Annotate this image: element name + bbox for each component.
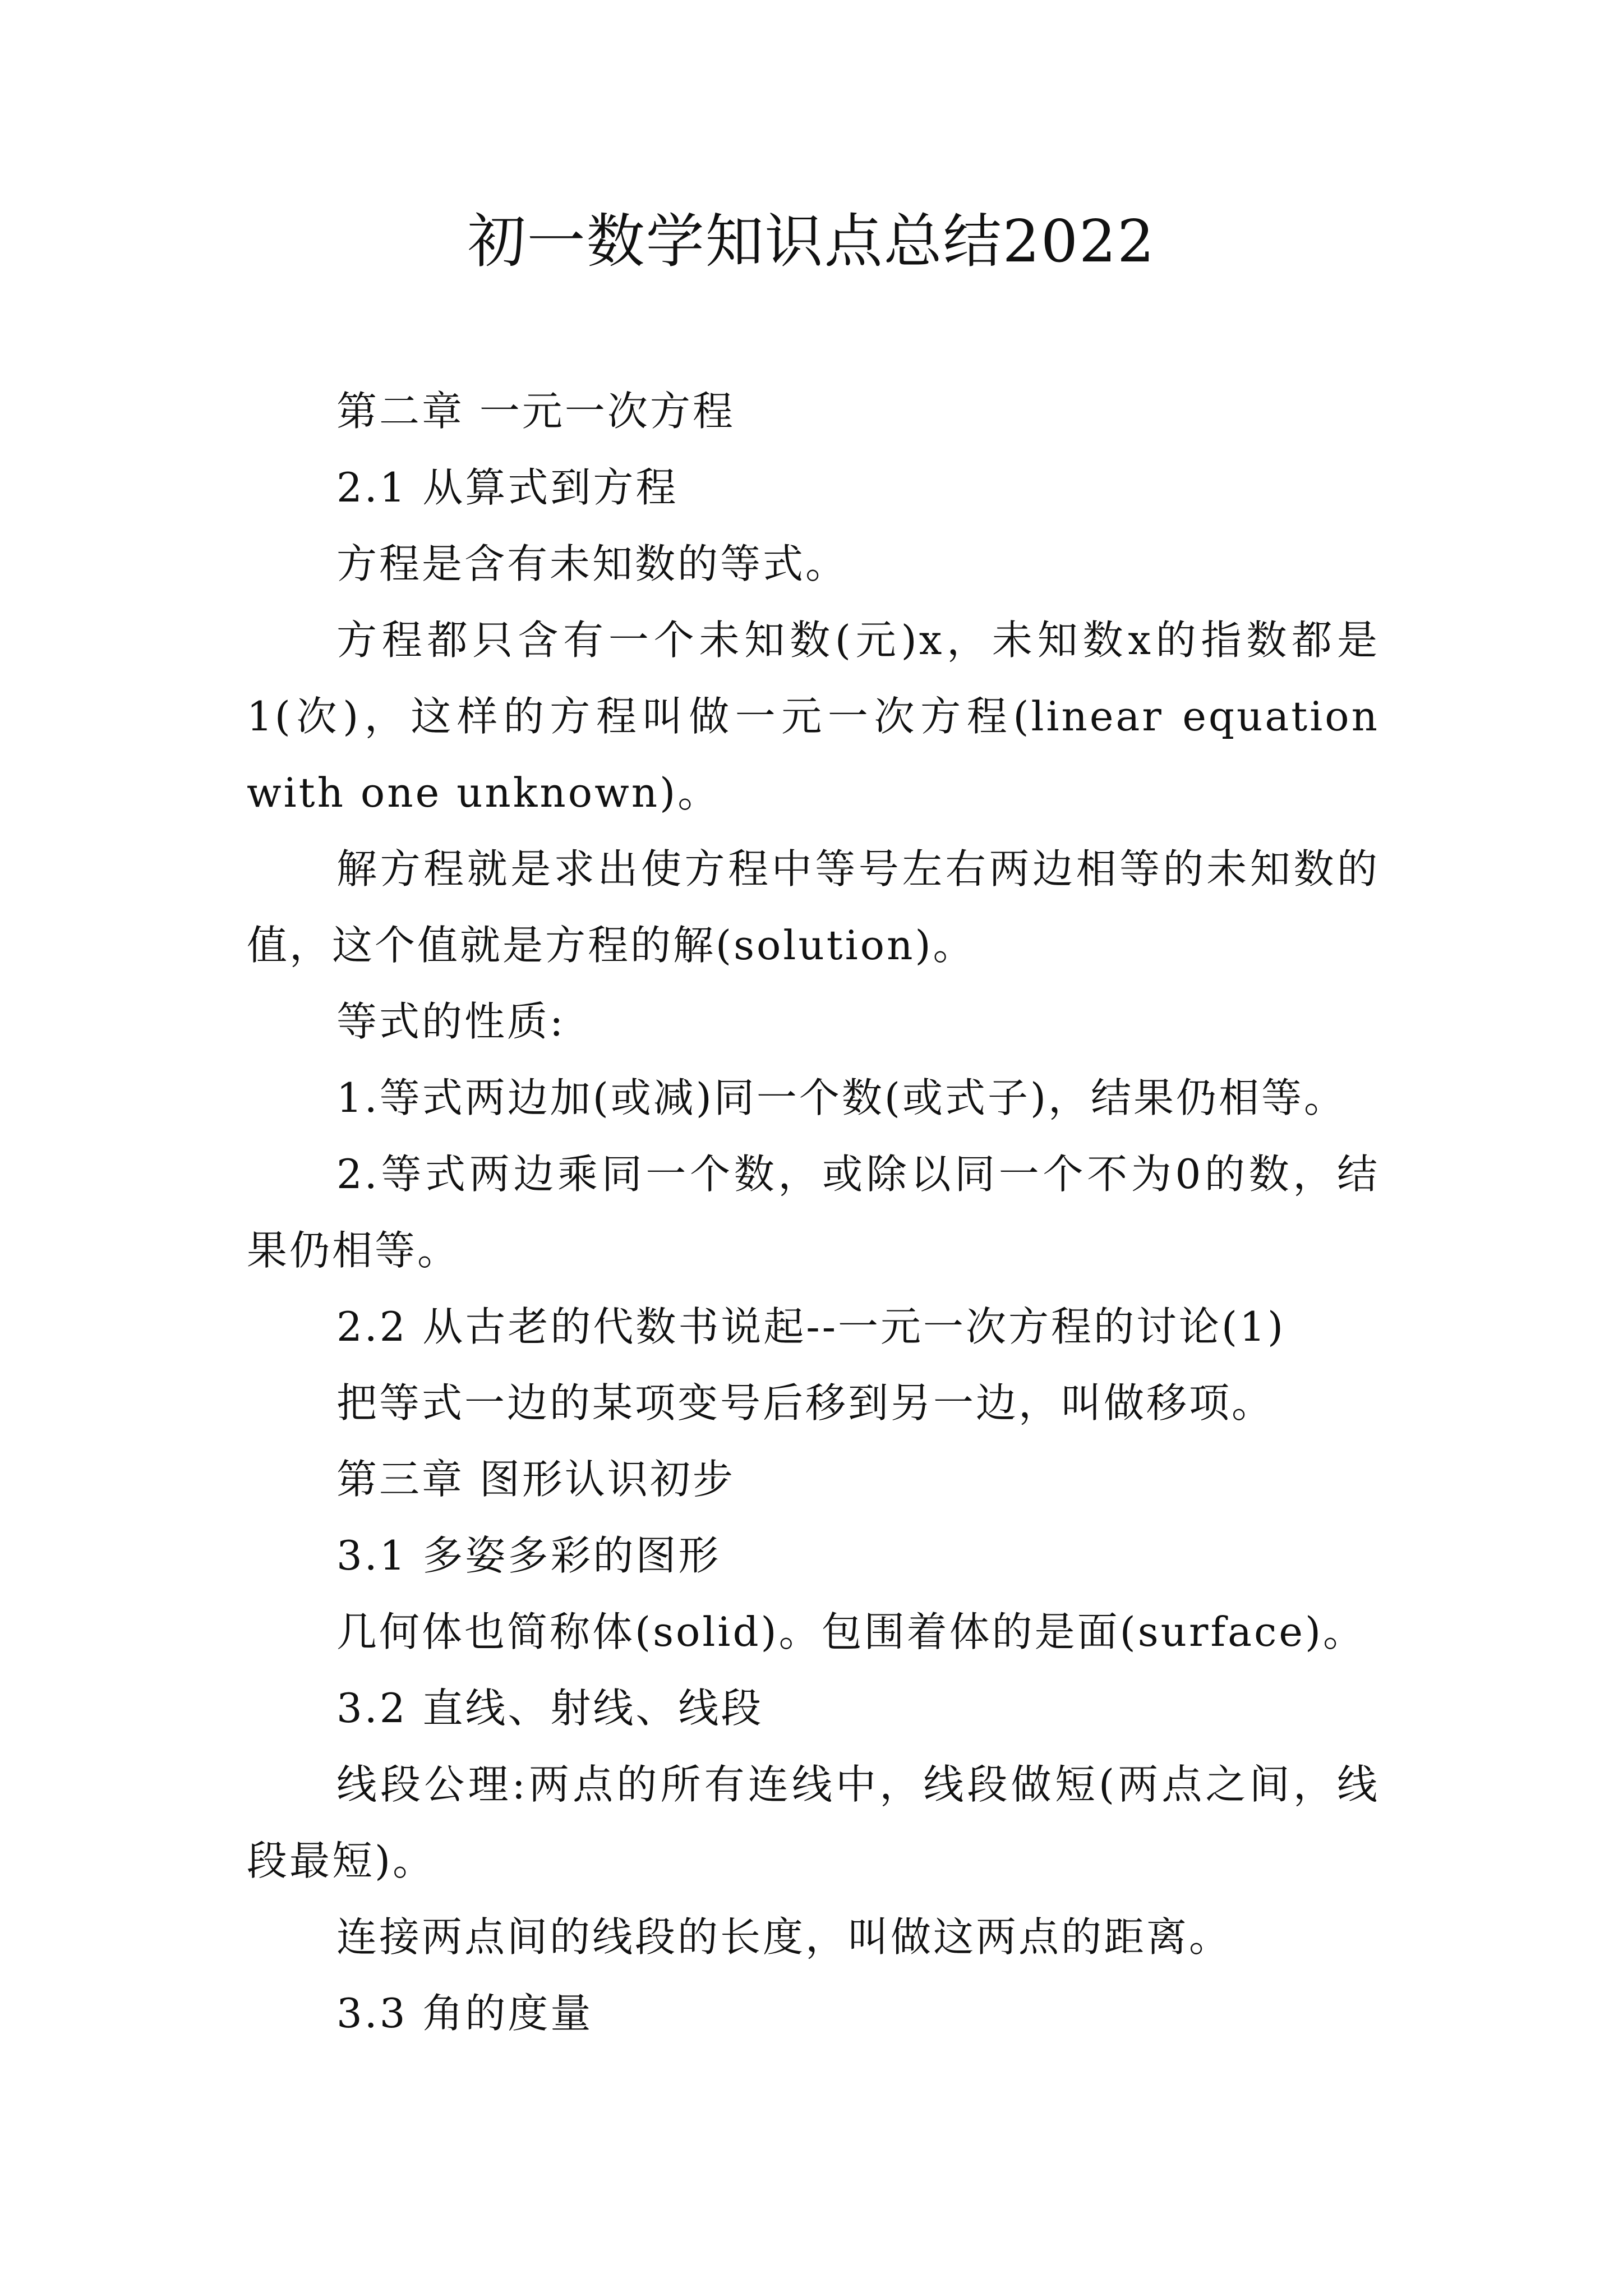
paragraph: 几何体也简称体(solid)。包围着体的是面(surface)。 — [336, 1608, 1366, 1655]
section-heading: 2.1 从算式到方程 — [336, 464, 679, 511]
section-heading: 3.1 多姿多彩的图形 — [336, 1532, 721, 1579]
paragraph: 方程是含有未知数的等式。 — [336, 540, 849, 587]
section-heading: 2.2 从古老的代数书说起--一元一次方程的讨论(1) — [336, 1303, 1286, 1350]
document-title: 初一数学知识点总结2022 — [467, 207, 1156, 275]
list-item: 1.等式两边加(或减)同一个数(或式子)，结果仍相等。 — [336, 1074, 1347, 1121]
chapter-heading: 第二章 一元一次方程 — [336, 388, 735, 435]
section-heading: 3.2 直线、射线、线段 — [336, 1685, 764, 1732]
list-item: 2.等式两边乘同一个数，或除以同一个不为0的数，结果仍相等。 — [247, 1151, 1380, 1274]
paragraph: 等式的性质: — [336, 998, 566, 1045]
document-body — [247, 373, 1380, 2051]
section-heading: 3.3 角的度量 — [336, 1990, 593, 2037]
paragraph: 线段公理:两点的所有连线中，线段做短(两点之间，线段最短)。 — [247, 1761, 1380, 1884]
paragraph: 方程都只含有一个未知数(元)x，未知数x的指数都是1(次)，这样的方程叫做一元一次方程(linear equation with one unknown)。 — [247, 616, 1380, 816]
paragraph: 把等式一边的某项变号后移到另一边，叫做移项。 — [336, 1379, 1275, 1427]
chapter-heading: 第三章 图形认识初步 — [336, 1456, 735, 1503]
paragraph: 连接两点间的线段的长度，叫做这两点的距离。 — [336, 1913, 1232, 1961]
paragraph: 解方程就是求出使方程中等号左右两边相等的未知数的值，这个值就是方程的解(solution)。 — [247, 845, 1380, 969]
